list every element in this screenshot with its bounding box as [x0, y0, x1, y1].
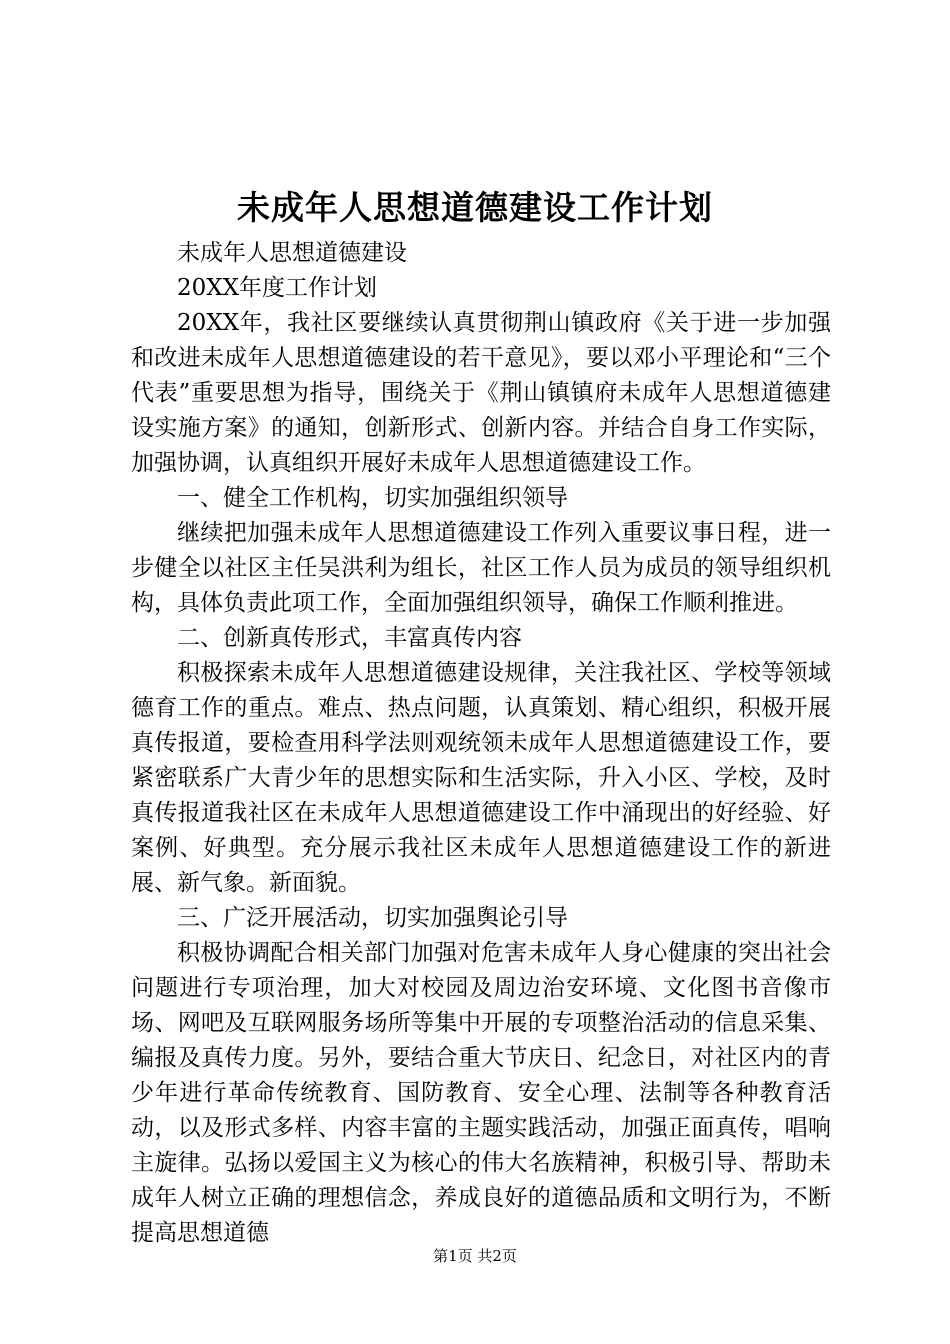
page-footer: 第1页 共2页: [433, 1247, 517, 1265]
body-paragraph: 积极探索未成年人思想道德建设规律，关注我社区、学校等领域德育工作的重点。难点、热点问题，认真策划、精心组织，积极开展真传报道，要检查用科学法则观统领未成年人思想道德建设工作，要紧密联系广大青少年的思想实际和生活实际，升入小区、学校，及时真传报道我社区在未成年人思想道德建设工作中涌现出的好经验、好案例、好典型。充分展示我社区未成年人思想道德建设工作的新进展、新气象。新面貌。: [131, 660, 831, 896]
document-title: 未成年人思想道德建设工作计划: [237, 188, 713, 227]
section-heading: 一、健全工作机构，切实加强组织领导: [177, 485, 568, 511]
body-paragraph: 继续把加强未成年人思想道德建设工作列入重要议事日程，进一步健全以社区主任吴洪利为组长，社区工作人员为成员的领导组织机构，具体负责此项工作，全面加强组织领导，确保工作顺利推进。: [131, 520, 831, 616]
body-paragraph: 未成年人思想道德建设: [177, 240, 407, 266]
body-paragraph: 20XX年度工作计划: [177, 275, 378, 301]
section-heading: 三、广泛开展活动，切实加强舆论引导: [177, 905, 568, 931]
body-paragraph: 积极协调配合相关部门加强对危害未成年人身心健康的突出社会问题进行专项治理，加大对校园及周边治安环境、文化图书音像市场、网吧及互联网服务场所等集中开展的专项整治活动的信息采集、编报及真传力度。另外，要结合重大节庆日、纪念日，对社区内的青少年进行革命传统教育、国防教育、安全心理、法制等各种教育活动，以及形式多样、内容丰富的主题实践活动，加强正面真传，唱响主旋律。弘扬以爱国主义为核心的伟大名族精神，积极引导、帮助未成年人树立正确的理想信念，养成良好的道德品质和文明行为，不断提高思想道德: [131, 940, 831, 1246]
body-paragraph: 20XX年，我社区要继续认真贯彻荆山镇政府《关于进一步加强和改进未成年人思想道德建设的若干意见》，要以邓小平理论和“三个代表”重要思想为指导，围绕关于《荆山镇镇府未成年人思想道德建设实施方案》的通知，创新形式、创新内容。并结合自身工作实际，加强协调，认真组织开展好未成年人思想道德建设工作。: [131, 310, 831, 476]
section-heading: 二、创新真传形式，丰富真传内容: [177, 625, 522, 651]
document-body: [131, 236, 831, 1251]
